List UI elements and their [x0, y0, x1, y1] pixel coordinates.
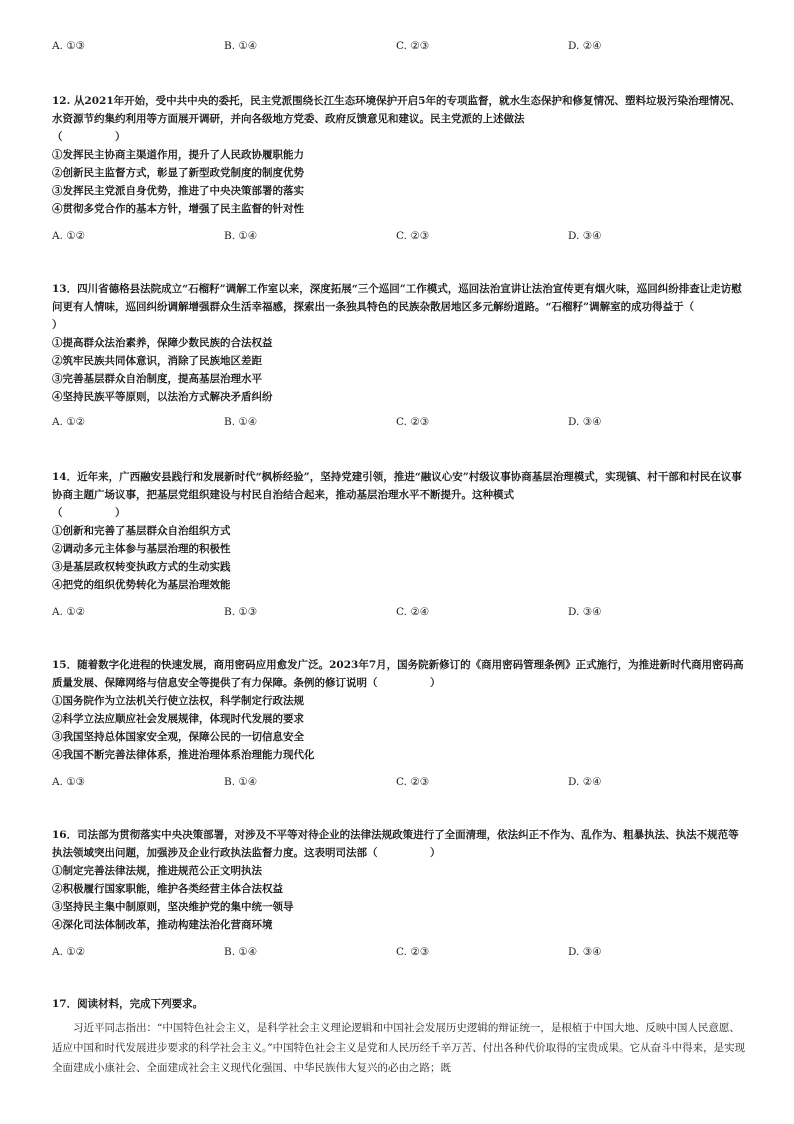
statement-4: ④深化司法体制改革，推动构建法治化营商环境 — [52, 919, 273, 931]
question-12 — [52, 92, 744, 218]
question-stem: 16．司法部为贯彻落实中央决策部署，对涉及不平等对待企业的法律法规政策进行了全面清理，依法纠正不作为、乱作为、粗暴执法、执法不规范等执法领域突出问题，加强涉及企业行政执法监督力度。这表明司法部（ ） — [52, 829, 739, 859]
question-17 — [52, 994, 748, 1078]
statement-4: ④坚持民族平等原则，以法治方式解决矛盾纠纷 — [52, 391, 273, 403]
answer-blank: （ ） — [52, 131, 126, 143]
option-d[interactable]: D. ③④ — [568, 230, 602, 242]
answer-blank: （ ） — [52, 507, 126, 519]
question-13 — [52, 280, 747, 406]
option-d[interactable]: D. ②④ — [568, 40, 602, 52]
option-a[interactable]: A. ①③ — [52, 40, 86, 52]
statement-4: ④我国不断完善法律体系，推进治理体系治理能力现代化 — [52, 749, 315, 761]
option-a[interactable]: A. ①② — [52, 946, 86, 958]
option-d[interactable]: D. ③④ — [568, 606, 602, 618]
q12-options — [52, 228, 752, 244]
statement-1: ①创新和完善了基层群众自治组织方式 — [52, 525, 231, 537]
question-15 — [52, 656, 744, 764]
q16-options — [52, 944, 752, 960]
statement-2: ②创新民主监督方式，彰显了新型政党制度的制度优势 — [52, 167, 304, 179]
statement-3: ③发挥民主党派自身优势，推进了中央决策部署的落实 — [52, 185, 304, 197]
question-stem: 14．近年来，广西融安县践行和发展新时代“枫桥经验”，坚持党建引领，推进“融议心安”村级议事协商基层治理模式，实现镇、村干部和村民在议事协商主题广场议事，把基层党组织建设与村民自治结合起来，推动基层治理水平不断提升。这种模式 — [52, 471, 742, 501]
statement-1: ①制定完善法律法规，推进规范公正文明执法 — [52, 865, 262, 877]
option-d[interactable]: D. ②④ — [568, 776, 602, 788]
q11-options — [52, 38, 752, 54]
statement-3: ③是基层政权转变执政方式的生动实践 — [52, 561, 231, 573]
option-c[interactable]: C. ②③ — [396, 230, 430, 242]
q15-options — [52, 774, 752, 790]
option-b[interactable]: B. ①④ — [224, 946, 258, 958]
option-c[interactable]: C. ②④ — [396, 606, 430, 618]
option-b[interactable]: B. ①③ — [224, 606, 258, 618]
option-d[interactable]: D. ③④ — [568, 946, 602, 958]
statement-2: ②积极履行国家职能，维护各类经营主体合法权益 — [52, 883, 283, 895]
statement-1: ①发挥民主协商主渠道作用，提升了人民政协履职能力 — [52, 149, 304, 161]
option-b[interactable]: B. ①④ — [224, 416, 258, 428]
statement-2: ②筑牢民族共同体意识，消除了民族地区差距 — [52, 355, 262, 367]
question-14 — [52, 468, 744, 594]
option-a[interactable]: A. ①③ — [52, 776, 86, 788]
option-c[interactable]: C. ②③ — [396, 946, 430, 958]
statement-4: ④把党的组织优势转化为基层治理效能 — [52, 579, 231, 591]
statement-1: ①国务院作为立法机关行使立法权，科学制定行政法规 — [52, 695, 304, 707]
reading-material: 习近平同志指出：“中国特色社会主义，是科学社会主义理论逻辑和中国社会发展历史逻辑的辩证统一，是根植于中国大地、反映中国人民意愿、适应中国和时代发展进步要求的科学社会主义。”中国特色社会主义是党和人民历经千辛万苦、付出各种代价取得的宝贵成果。它从奋斗中得来，是实现全面建成小康社会、全面建成社会主义现代化强国、中华民族伟大复兴的必由之路；既 — [52, 1022, 746, 1074]
statement-3: ③坚持民主集中制原则，坚决维护党的集中统一领导 — [52, 901, 294, 913]
option-c[interactable]: C. ②③ — [396, 416, 430, 428]
statement-2: ②科学立法应顺应社会发展规律，体现时代发展的要求 — [52, 713, 304, 725]
statement-3: ③我国坚持总体国家安全观，保障公民的一切信息安全 — [52, 731, 304, 743]
option-a[interactable]: A. ①② — [52, 606, 86, 618]
option-b[interactable]: B. ①④ — [224, 40, 258, 52]
q14-options — [52, 604, 752, 620]
question-stem: 17．阅读材料，完成下列要求。 — [52, 998, 204, 1010]
option-d[interactable]: D. ③④ — [568, 416, 602, 428]
question-16 — [52, 826, 744, 934]
question-stem: 12. 从2021年开始，受中共中央的委托，民主党派围绕长江生态环境保护开启5年的专项监督，就水生态保护和修复情况、塑料垃圾污染治理情况、水资源节约集约利用等方面展开调研，并向各级地方党委、政府反馈意见和建议。民主党派的上述做法 — [52, 95, 741, 125]
statement-1: ①提高群众法治素养，保障少数民族的合法权益 — [52, 337, 273, 349]
statement-3: ③完善基层群众自治制度，提高基层治理水平 — [52, 373, 262, 385]
option-a[interactable]: A. ①② — [52, 416, 86, 428]
option-a[interactable]: A. ①② — [52, 230, 86, 242]
q13-options — [52, 414, 752, 430]
option-b[interactable]: B. ①④ — [224, 230, 258, 242]
option-c[interactable]: C. ②③ — [396, 40, 430, 52]
statement-4: ④贯彻多党合作的基本方针，增强了民主监督的针对性 — [52, 203, 304, 215]
option-b[interactable]: B. ①④ — [224, 776, 258, 788]
statement-2: ②调动多元主体参与基层治理的积极性 — [52, 543, 231, 555]
option-c[interactable]: C. ②③ — [396, 776, 430, 788]
question-stem: 13．四川省德格县法院成立“石榴籽”调解工作室以来，深度拓展“三个巡回”工作模式，巡回法治宣讲让法治宣传更有烟火味，巡回纠纷排查让走访慰问更有人情味，巡回纠纷调解增强群众生活幸福感，探索出一条独具特色的民族杂散居地区多元解纷道路。“石榴籽”调解室的成功得益于（ ） — [52, 283, 747, 331]
question-stem: 15．随着数字化进程的快速发展，商用密码应用愈发广泛。2023年7月，国务院新修订的《商用密码管理条例》正式施行，为推进新时代商用密码高质量发展、保障网络与信息安全等提供了有力保障。条例的修订说明（ ） — [52, 659, 744, 689]
